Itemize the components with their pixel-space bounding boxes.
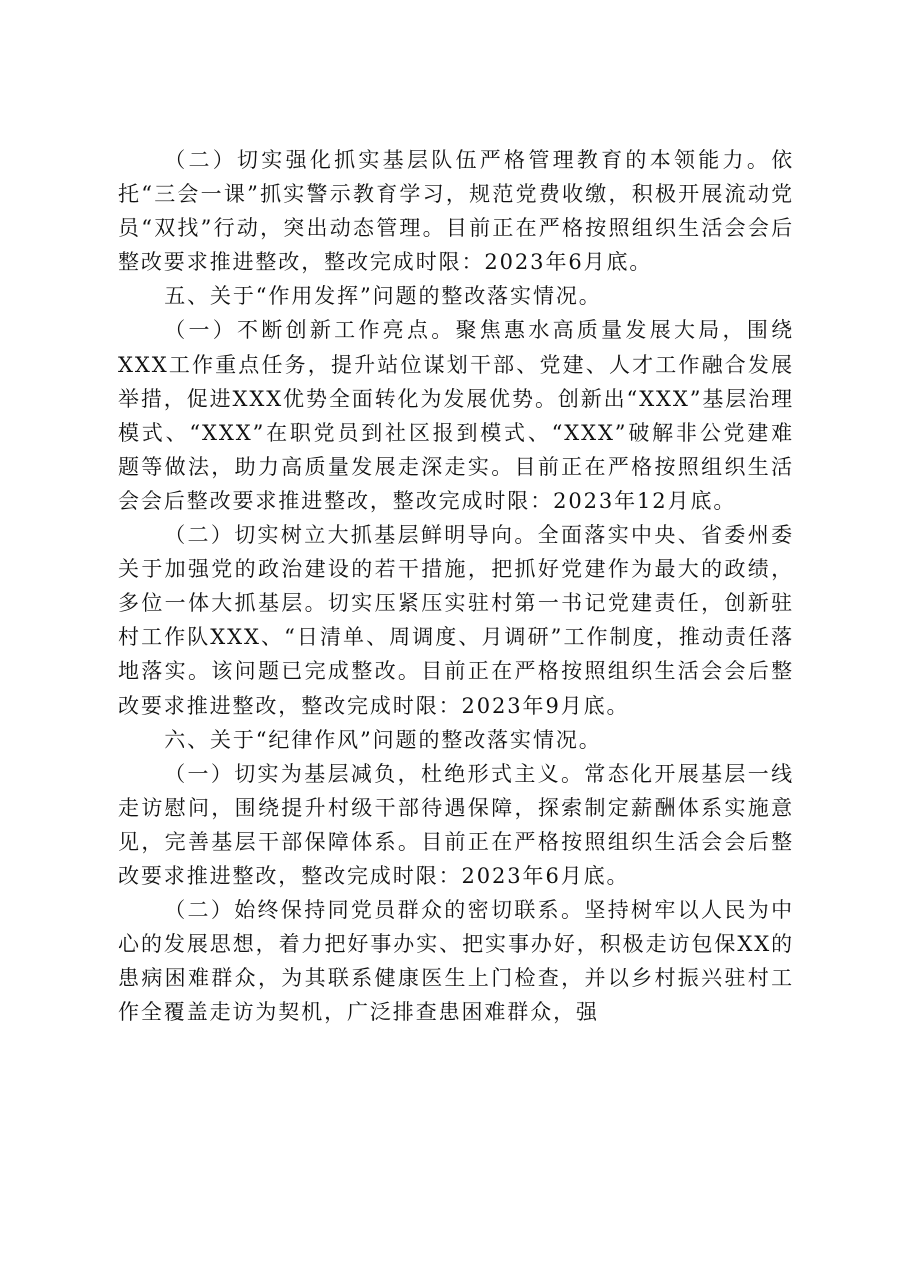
paragraph-6-1-reduce-burden: （一）切实为基层减负，杜绝形式主义。常态化开展基层一线走访慰问，围绕提升村级干部待遇保障，探索制定薪酬体系实施意见，完善基层干部保障体系。目前正在严格按照组织生活会会后整改要求推进整改，整改完成时限：2023年6月底。	[118, 761, 794, 888]
paragraph-6-2-close-ties-masses: （二）始终保持同党员群众的密切联系。坚持树牢以人民为中心的发展思想，着力把好事办实、把实事办好，积极走访包保XX的患病困难群众，为其联系健康医生上门检查，并以乡村振兴驻村工作全覆盖走访为契机，广泛排查患困难群众，强	[118, 898, 794, 1025]
document-body	[118, 143, 794, 1029]
paragraph-5-2-grassroots-orientation: （二）切实树立大抓基层鲜明导向。全面落实中央、省委州委关于加强党的政治建设的若干措施，把抓好党建作为最大的政绩，多位一体大抓基层。切实压紧压实驻村第一书记党建责任，创新驻村工作队XXX、“日清单、周调度、月调研”工作制度，推动责任落地落实。该问题已完成整改。目前正在严格按照组织生活会会后整改要求推进整改，整改完成时限：2023年9月底。	[118, 523, 794, 718]
section-heading-6-discipline-style: 六、关于“纪律作风”问题的整改落实情况。	[164, 727, 602, 752]
section-heading-5-role-play: 五、关于“作用发挥”问题的整改落实情况。	[164, 284, 602, 309]
paragraph-2-2-team-management: （二）切实强化抓实基层队伍严格管理教育的本领能力。依托“三会一课”抓实警示教育学习，规范党费收缴，积极开展流动党员“双找”行动，突出动态管理。目前正在严格按照组织生活会会后整改要求推进整改，整改完成时限：2023年6月底。	[118, 148, 794, 275]
paragraph-5-1-innovation-highlights: （一）不断创新工作亮点。聚焦惠水高质量发展大局，围绕XXX工作重点任务，提升站位谋划干部、党建、人才工作融合发展举措，促进XXX优势全面转化为发展优势。创新出“XXX”基层治理模式、“XXX”在职党员到社区报到模式、“XXX”破解非公党建难题等做法，助力高质量发展走深走实。目前正在严格按照组织生活会会后整改要求推进整改，整改完成时限：2023年12月底。	[118, 318, 794, 513]
